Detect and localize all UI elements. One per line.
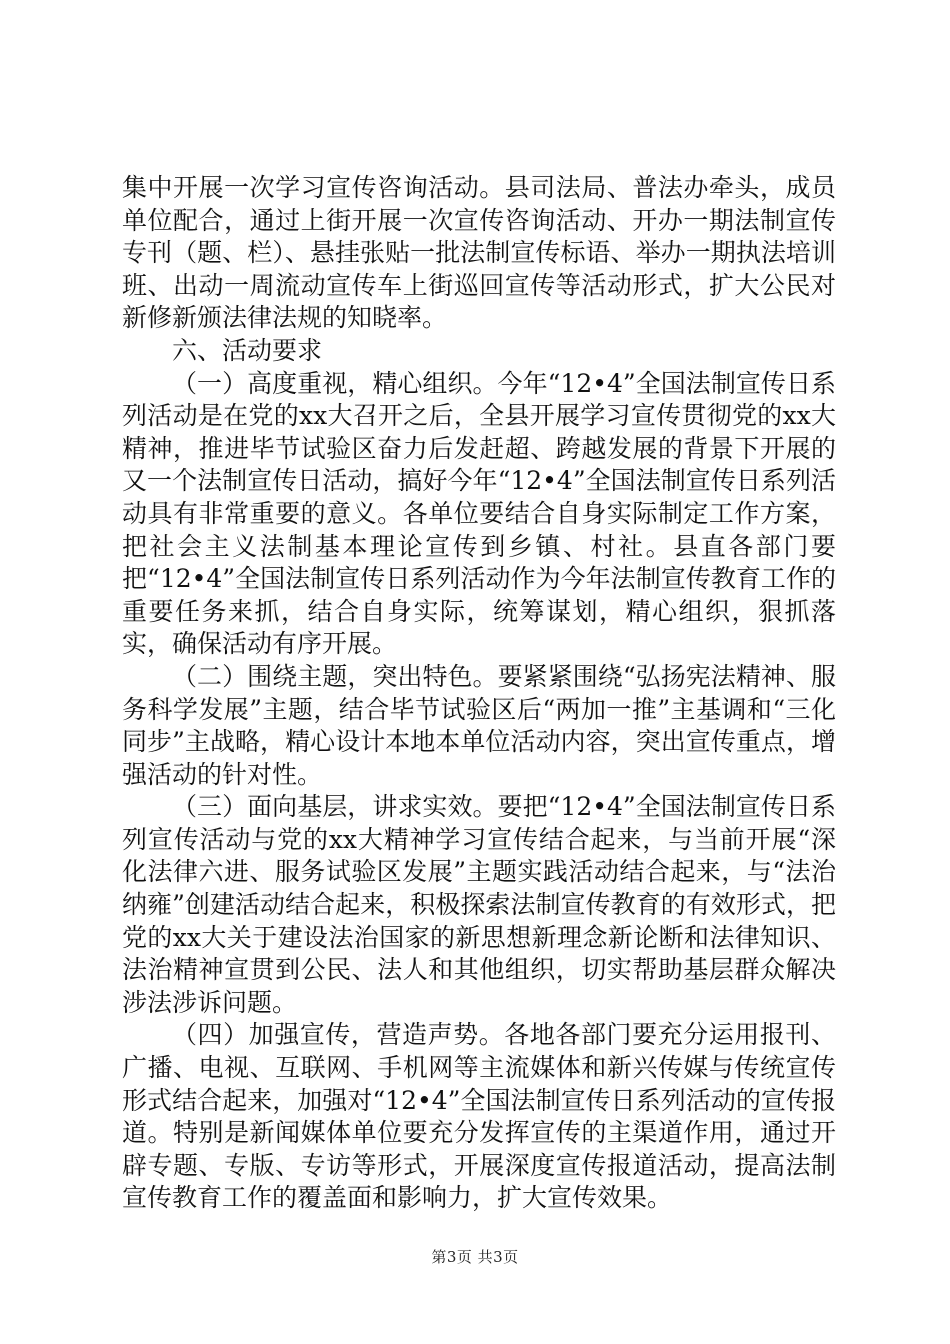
paragraph-requirement-2: （二）围绕主题，突出特色。要紧紧围绕“弘扬宪法精神、服务科学发展”主题，结合毕节试验区后“两加一推”主基调和“三化同步”主战略，精心设计本地本单位活动内容，突出宣传重点，增强活动的针对性。 bbox=[122, 661, 836, 789]
paragraph-continuation: 集中开展一次学习宣传咨询活动。县司法局、普法办牵头，成员单位配合，通过上街开展一次宣传咨询活动、开办一期法制宣传专刊（题、栏）、悬挂张贴一批法制宣传标语、举办一期执法培训班、出动一周流动宣传车上街巡回宣传等活动形式，扩大公民对新修新颁法律法规的知晓率。 bbox=[122, 173, 836, 333]
paragraph-requirement-1: （一）高度重视，精心组织。今年“12•4”全国法制宣传日系列活动是在党的xx大召开之后，全县开展学习宣传贯彻党的xx大精神，推进毕节试验区奋力后发赶超、跨越发展的背景下开展的又一个法制宣传日活动，搞好今年“12•4”全国法制宣传日系列活动具有非常重要的意义。各单位要结合自身实际制定工作方案，把社会主义法制基本理论宣传到乡镇、村社。县直各部门要把“12•4”全国法制宣传日系列活动作为今年法制宣传教育工作的重要任务来抓，结合自身实际，统筹谋划，精心组织，狠抓落实，确保活动有序开展。 bbox=[122, 368, 836, 659]
paragraph-requirement-3: （三）面向基层，讲求实效。要把“12•4”全国法制宣传日系列宣传活动与党的xx大精神学习宣传结合起来，与当前开展“深化法律六进、服务试验区发展”主题实践活动结合起来，与“法治纳雍”创建活动结合起来，积极探索法制宣传教育的有效形式，把党的xx大关于建设法治国家的新思想新理念新论断和法律知识、法治精神宣贯到公民、法人和其他组织，切实帮助基层群众解决涉法涉诉问题。 bbox=[122, 792, 836, 1017]
paragraph-requirement-4: （四）加强宣传，营造声势。各地各部门要充分运用报刊、广播、电视、互联网、手机网等主流媒体和新兴传媒与传统宣传形式结合起来，加强对“12•4”全国法制宣传日系列活动的宣传报道。特别是新闻媒体单位要充分发挥宣传的主渠道作用，通过开辟专题、专版、专访等形式，开展深度宣传报道活动，提高法制宣传教育工作的覆盖面和影响力，扩大宣传效果。 bbox=[122, 1020, 836, 1213]
section-heading: 六、活动要求 bbox=[172, 335, 323, 365]
page-footer: 第3页 共3页 bbox=[431, 1248, 519, 1266]
document-body bbox=[122, 172, 836, 1215]
